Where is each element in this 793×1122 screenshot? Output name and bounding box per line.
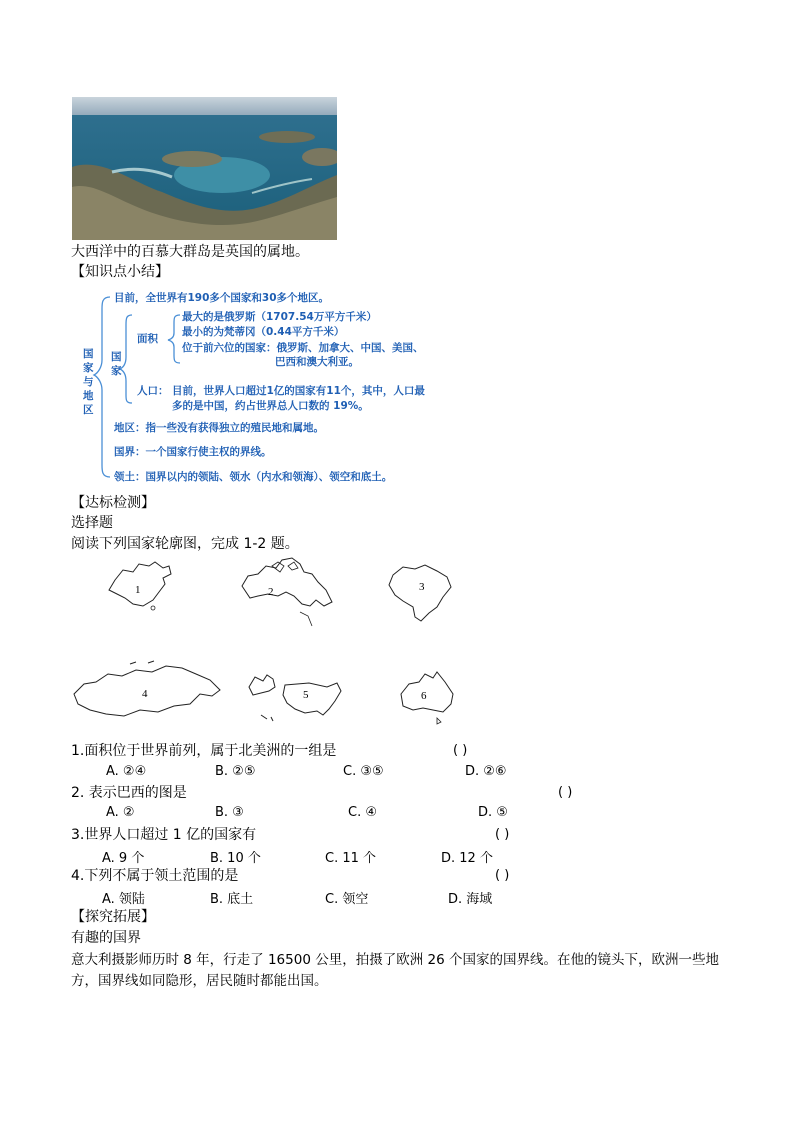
mindmap-line-pop-a: 目前，世界人口超过1亿的国家有11个，其中，人口最	[172, 385, 425, 397]
mindmap-line-top6-b: 巴西和澳大利亚。	[275, 356, 359, 368]
map-label-5: 5	[303, 689, 309, 701]
instruction-text: 阅读下列国家轮廓图，完成 1-2 题。	[71, 536, 299, 552]
question-3-option-c[interactable]: C. 11 个	[325, 851, 377, 866]
question-3-answer-blank[interactable]: ( )	[495, 827, 510, 842]
question-4-option-c[interactable]: C. 领空	[325, 892, 369, 907]
question-4-stem: 4.下列不属于领土范围的是	[71, 868, 239, 884]
map-label-4: 4	[142, 688, 148, 700]
question-4-option-a[interactable]: A. 领陆	[102, 892, 145, 907]
section-summary-heading: 【知识点小结】	[71, 264, 169, 280]
map-australia-outline	[397, 670, 457, 726]
photo-caption: 大西洋中的百慕大群岛是英国的属地。	[71, 244, 309, 260]
mindmap-line-smallest: 最小的为梵蒂冈（0.44平方千米）	[182, 326, 345, 338]
map-russia-outline	[70, 660, 225, 722]
map-label-3: 3	[419, 581, 425, 593]
map-china-outline	[105, 560, 175, 612]
mindmap-branch-country: 国家	[111, 351, 122, 377]
explore-paragraph-line-2: 方，国界线如同隐形，居民随时都能出国。	[71, 973, 328, 989]
question-3-option-a[interactable]: A. 9 个	[102, 851, 145, 866]
question-3-option-b[interactable]: B. 10 个	[210, 851, 261, 866]
mindmap-line-now: 目前，全世界有190多个国家和30多个地区。	[114, 292, 330, 304]
explore-title: 有趣的国界	[71, 930, 141, 946]
map-label-2: 2	[268, 586, 274, 598]
question-1-option-a[interactable]: A. ②④	[106, 764, 147, 779]
mindmap-line-pop-b: 多的是中国，约占世界总人口数的 19%。	[172, 400, 369, 412]
choice-title: 选择题	[71, 515, 113, 531]
map-canada-outline	[238, 556, 336, 630]
question-4-option-b[interactable]: B. 底土	[210, 892, 254, 907]
question-1-answer-blank[interactable]: ( )	[453, 743, 468, 758]
mindmap-line-top6-a: 位于前六位的国家：俄罗斯、加拿大、中国、美国、	[182, 342, 424, 354]
question-2-option-c[interactable]: C. ④	[348, 805, 377, 820]
mindmap-root: 国家与地区	[83, 348, 94, 416]
section-explore-heading: 【探究拓展】	[71, 909, 155, 925]
question-2-option-a[interactable]: A. ②	[106, 805, 135, 820]
question-2-option-d[interactable]: D. ⑤	[478, 805, 508, 820]
question-1-option-b[interactable]: B. ②⑤	[215, 764, 256, 779]
map-label-6: 6	[421, 690, 427, 702]
knowledge-mindmap	[80, 285, 430, 485]
question-4-option-d[interactable]: D. 海域	[448, 892, 493, 907]
map-brazil-outline	[385, 561, 455, 625]
question-1-stem: 1.面积位于世界前列，属于北美洲的一组是	[71, 743, 337, 759]
mindmap-line-territory: 领土：国界以内的领陆、领水（内水和领海）、领空和底土。	[114, 471, 393, 483]
map-label-1: 1	[135, 584, 141, 596]
bermuda-aerial-photo	[72, 97, 337, 240]
question-2-option-b[interactable]: B. ③	[215, 805, 244, 820]
question-1-option-c[interactable]: C. ③⑤	[343, 764, 384, 779]
question-2-stem: 2. 表示巴西的图是	[71, 785, 187, 801]
question-2-answer-blank[interactable]: ( )	[558, 785, 573, 800]
mindmap-line-largest: 最大的是俄罗斯（1707.54万平方千米）	[182, 311, 377, 323]
map-usa-outline	[247, 673, 345, 723]
explore-paragraph-line-1: 意大利摄影师历时 8 年，行走了 16500 公里，拍摄了欧洲 26 个国家的国界线。在他的镜头下，欧洲一些地	[71, 952, 719, 968]
mindmap-line-region: 地区：指一些没有获得独立的殖民地和属地。	[114, 422, 324, 434]
section-test-heading: 【达标检测】	[71, 495, 155, 511]
mindmap-sub-population: 人口：	[137, 385, 169, 397]
mindmap-sub-area: 面积	[137, 333, 158, 345]
question-3-stem: 3.世界人口超过 1 亿的国家有	[71, 827, 257, 843]
mindmap-line-border: 国界：一个国家行使主权的界线。	[114, 446, 272, 458]
question-1-option-d[interactable]: D. ②⑥	[465, 764, 507, 779]
question-4-answer-blank[interactable]: ( )	[495, 868, 510, 883]
question-3-option-d[interactable]: D. 12 个	[441, 851, 493, 866]
